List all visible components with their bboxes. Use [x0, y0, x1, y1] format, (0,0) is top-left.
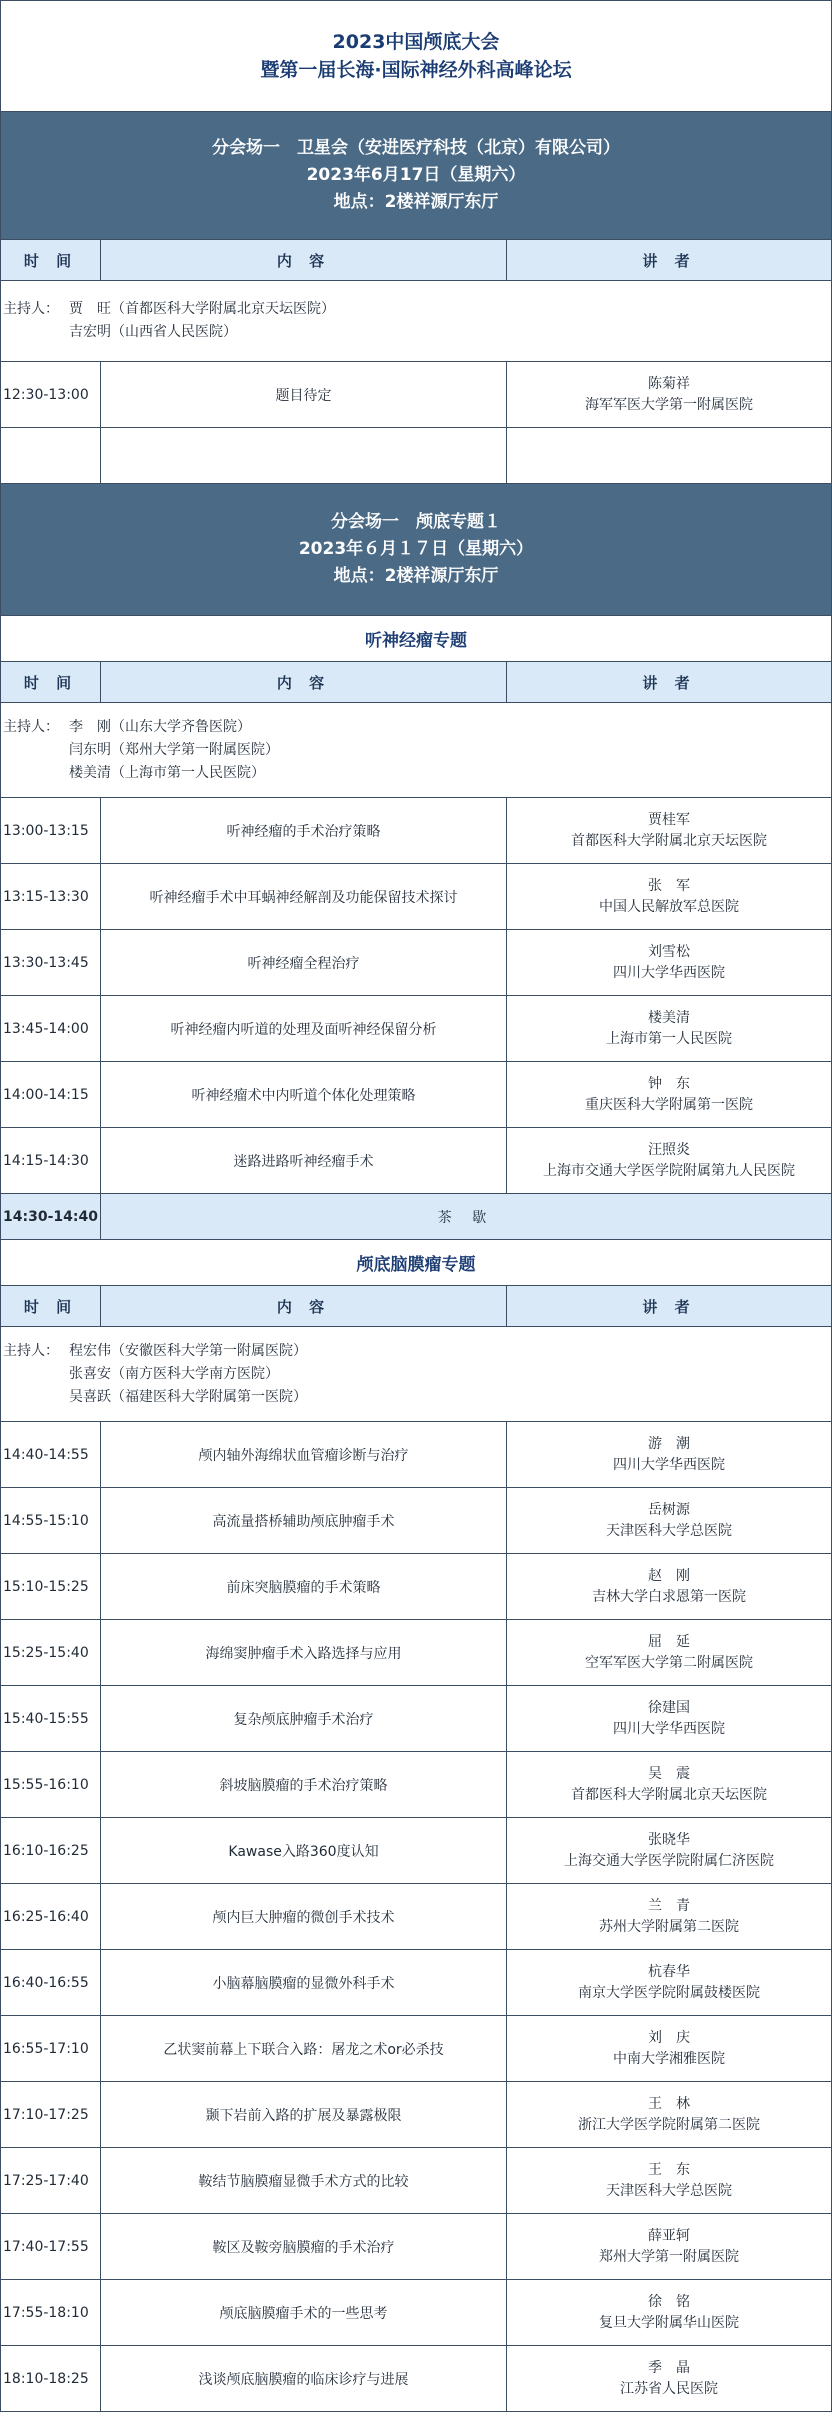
host-name: 李 刚（山东大学齐鲁医院）: [69, 718, 251, 735]
speaker-org: 江苏省人民医院: [620, 2380, 718, 2397]
talk-speaker: [507, 362, 831, 427]
table-row: [1, 798, 831, 864]
header-time: 时 间: [1, 662, 101, 702]
speaker-name: 钟 东: [648, 1075, 690, 1092]
talk-title: 海绵窦肿瘤手术入路选择与应用: [101, 1620, 507, 1685]
conference-title: [1, 0, 831, 112]
speaker-name: 吴 震: [648, 1765, 690, 1782]
speaker-name: 季 晶: [648, 2359, 690, 2376]
talk-title: 听神经瘤的手术治疗策略: [101, 798, 507, 863]
speaker-name: 贾桂军: [648, 811, 690, 828]
talk-speaker: [507, 1620, 831, 1685]
table-header: [1, 1286, 831, 1327]
header-time: 时 间: [1, 240, 101, 280]
table-row: [1, 864, 831, 930]
talk-speaker: [507, 2016, 831, 2081]
talk-time: 14:40-14:55: [1, 1422, 101, 1487]
talk-time: 17:55-18:10: [1, 2280, 101, 2345]
session2-venue: 地点：2楼祥源厅东厅: [333, 566, 499, 586]
header-content: 内 容: [101, 662, 507, 702]
speaker-name: 王 林: [648, 2095, 690, 2112]
speaker-org: 天津医科大学总医院: [606, 2182, 732, 2199]
talk-time: 13:30-13:45: [1, 930, 101, 995]
host-name: 楼美清（上海市第一人民医院）: [69, 764, 265, 781]
talk-title: 听神经瘤术中内听道个体化处理策略: [101, 1062, 507, 1127]
talk-time: 15:25-15:40: [1, 1620, 101, 1685]
talk-speaker: [507, 798, 831, 863]
speaker-org: 海军军医大学第一附属医院: [585, 396, 753, 413]
table-row: [1, 1488, 831, 1554]
talk-speaker: [507, 1752, 831, 1817]
talk-speaker: [507, 1488, 831, 1553]
speaker-org: 中国人民解放军总医院: [599, 898, 739, 915]
table-row: [1, 1062, 831, 1128]
talk-title: 听神经瘤全程治疗: [101, 930, 507, 995]
talk-speaker: [507, 1818, 831, 1883]
talk-title: 颅内轴外海绵状血管瘤诊断与治疗: [101, 1422, 507, 1487]
table-row: [1, 2346, 831, 2412]
talk-time: 15:55-16:10: [1, 1752, 101, 1817]
talk-time: 15:10-15:25: [1, 1554, 101, 1619]
session1-venue: 地点：2楼祥源厅东厅: [333, 192, 499, 212]
talk-speaker: [507, 1062, 831, 1127]
speaker-name: 刘雪松: [648, 943, 690, 960]
speaker-org: 上海交通大学医学院附属仁济医院: [564, 1852, 774, 1869]
speaker-org: 四川大学华西医院: [613, 1456, 725, 1473]
talk-time: 13:45-14:00: [1, 996, 101, 1061]
talk-time: 16:10-16:25: [1, 1818, 101, 1883]
talk-speaker: [507, 1128, 831, 1193]
talk-speaker: [507, 1950, 831, 2015]
talk-title: 小脑幕脑膜瘤的显微外科手术: [101, 1950, 507, 2015]
host-name: 张喜安（南方医科大学南方医院）: [69, 1365, 279, 1382]
header-speaker: 讲 者: [642, 251, 696, 270]
table-row: [1, 362, 831, 428]
talk-title: 迷路进路听神经瘤手术: [101, 1128, 507, 1193]
speaker-org: 首都医科大学附属北京天坛医院: [571, 1786, 767, 1803]
speaker-org: 浙江大学医学院附属第二医院: [578, 2116, 760, 2133]
speaker-name: 徐建国: [648, 1699, 690, 1716]
talk-time: 14:00-14:15: [1, 1062, 101, 1127]
talk-title: Kawase入路360度认知: [101, 1818, 507, 1883]
table-row: [1, 930, 831, 996]
topic1-hosts: [1, 703, 831, 798]
talk-speaker: [507, 864, 831, 929]
talk-time: 16:55-17:10: [1, 2016, 101, 2081]
host-label: 主持人：: [3, 718, 59, 735]
topic2-hosts: [1, 1327, 831, 1422]
talk-speaker: [507, 2280, 831, 2345]
header-speaker: 讲 者: [642, 673, 696, 692]
tea-break-row: [1, 1194, 831, 1240]
speaker-name: 王 东: [648, 2161, 690, 2178]
session1-banner: [1, 112, 831, 240]
talk-time: 16:25-16:40: [1, 1884, 101, 1949]
table-row: [1, 1950, 831, 2016]
speaker-org: 首都医科大学附属北京天坛医院: [571, 832, 767, 849]
speaker-name: 刘 庆: [648, 2029, 690, 2046]
talk-speaker: [507, 1554, 831, 1619]
talk-title: 颅内巨大肿瘤的微创手术技术: [101, 1884, 507, 1949]
header-speaker: 讲 者: [642, 1297, 696, 1316]
speaker-name: 楼美清: [648, 1009, 690, 1026]
host-name: 吴喜跃（福建医科大学附属第一医院）: [69, 1388, 307, 1405]
speaker-org: 吉林大学白求恩第一医院: [592, 1588, 746, 1605]
host-label: 主持人：: [3, 301, 59, 317]
table-row: [1, 2280, 831, 2346]
topic1-talk-list: [1, 798, 831, 1194]
talk-time: 13:15-13:30: [1, 864, 101, 929]
speaker-org: 郑州大学第一附属医院: [599, 2248, 739, 2265]
talk-time: 18:10-18:25: [1, 2346, 101, 2411]
talk-speaker: [507, 1686, 831, 1751]
topic-title: 颅底脑膜瘤专题: [1, 1240, 831, 1286]
speaker-name: 薛亚轲: [648, 2227, 690, 2244]
speaker-name: 兰 青: [648, 1897, 690, 1914]
session1-date: 2023年6月17日（星期六）: [306, 165, 526, 185]
speaker-org: 天津医科大学总医院: [606, 1522, 732, 1539]
speaker-org: 苏州大学附属第二医院: [599, 1918, 739, 1935]
speaker-name: 陈菊祥: [648, 375, 690, 392]
talk-time: 17:25-17:40: [1, 2148, 101, 2213]
talk-speaker: [507, 2214, 831, 2279]
header-content: 内 容: [101, 240, 507, 280]
table-row: [1, 1884, 831, 1950]
table-row: [1, 1620, 831, 1686]
speaker-name: 张 军: [648, 877, 690, 894]
session2-date: 2023年６月１７日（星期六）: [298, 539, 534, 559]
talk-title: 复杂颅底肿瘤手术治疗: [101, 1686, 507, 1751]
speaker-org: 四川大学华西医院: [613, 964, 725, 981]
speaker-org: 中南大学湘雅医院: [613, 2050, 725, 2067]
host-name: 贾 旺（首都医科大学附属北京天坛医院）: [69, 301, 335, 317]
table-header: [1, 240, 831, 281]
talk-title: 鞍结节脑膜瘤显微手术方式的比较: [101, 2148, 507, 2213]
talk-speaker: [507, 2148, 831, 2213]
talk-title: 斜坡脑膜瘤的手术治疗策略: [101, 1752, 507, 1817]
speaker-org: 重庆医科大学附属第一医院: [585, 1096, 753, 1113]
talk-time: 12:30-13:00: [1, 362, 101, 427]
table-row: [1, 2082, 831, 2148]
header-content: 内 容: [101, 1286, 507, 1326]
header-time: 时 间: [1, 1286, 101, 1326]
session1-hosts: [1, 281, 831, 362]
talk-title: 听神经瘤内听道的处理及面听神经保留分析: [101, 996, 507, 1061]
speaker-org: 南京大学医学院附属鼓楼医院: [578, 1984, 760, 2001]
talk-speaker: [507, 1884, 831, 1949]
talk-speaker: [507, 2082, 831, 2147]
talk-speaker: [507, 1422, 831, 1487]
speaker-name: 岳树源: [648, 1501, 690, 1518]
speaker-org: 复旦大学附属华山医院: [599, 2314, 739, 2331]
talk-title: 题目待定: [101, 362, 507, 427]
table-row: [1, 1554, 831, 1620]
talk-time: 13:00-13:15: [1, 798, 101, 863]
table-row: [1, 2016, 831, 2082]
speaker-name: 徐 铭: [648, 2293, 690, 2310]
table-header: [1, 662, 831, 703]
speaker-org: 上海市交通大学医学院附属第九人民医院: [543, 1162, 795, 1179]
talk-time: 16:40-16:55: [1, 1950, 101, 2015]
table-row: [1, 1752, 831, 1818]
table-row: [1, 2148, 831, 2214]
talk-title: 前床突脑膜瘤的手术策略: [101, 1554, 507, 1619]
talk-title: 颞下岩前入路的扩展及暴露极限: [101, 2082, 507, 2147]
speaker-org: 四川大学华西医院: [613, 1720, 725, 1737]
host-name: 程宏伟（安徽医科大学第一附属医院）: [69, 1342, 307, 1359]
table-row: [1, 1128, 831, 1194]
talk-title: 浅谈颅底脑膜瘤的临床诊疗与进展: [101, 2346, 507, 2411]
talk-speaker: [507, 2346, 831, 2411]
host-name: 吉宏明（山西省人民医院）: [69, 324, 237, 340]
table-row: [1, 1818, 831, 1884]
session2-name: 分会场一 颅底专题１: [331, 512, 501, 532]
speaker-name: 杭春华: [648, 1963, 690, 1980]
talk-time: 14:55-15:10: [1, 1488, 101, 1553]
table-row: [1, 996, 831, 1062]
speaker-name: 张晓华: [648, 1831, 690, 1848]
talk-speaker: [507, 930, 831, 995]
break-label: 茶 歇: [437, 1209, 495, 1226]
talk-speaker: [507, 996, 831, 1061]
host-label: 主持人：: [3, 1342, 59, 1359]
break-time: 14:30-14:40: [1, 1194, 101, 1239]
talk-title: 鞍区及鞍旁脑膜瘤的手术治疗: [101, 2214, 507, 2279]
table-row: [1, 1422, 831, 1488]
session1-name: 分会场一 卫星会（安进医疗科技（北京）有限公司）: [212, 138, 620, 158]
talk-title: 颅底脑膜瘤手术的一些思考: [101, 2280, 507, 2345]
talk-time: 17:10-17:25: [1, 2082, 101, 2147]
speaker-name: 屈 延: [648, 1633, 690, 1650]
topic-title: 听神经瘤专题: [1, 616, 831, 662]
empty-row: [1, 428, 831, 484]
talk-time: 14:15-14:30: [1, 1128, 101, 1193]
speaker-name: 游 潮: [648, 1435, 690, 1452]
speaker-name: 汪照炎: [648, 1141, 690, 1158]
table-row: [1, 2214, 831, 2280]
session2-banner: [1, 484, 831, 616]
speaker-org: 空军军医大学第二附属医院: [585, 1654, 753, 1671]
talk-title: 听神经瘤手术中耳蜗神经解剖及功能保留技术探讨: [101, 864, 507, 929]
host-name: 闫东明（郑州大学第一附属医院）: [69, 741, 279, 758]
talk-title: 乙状窦前幕上下联合入路：屠龙之术or必杀技: [101, 2016, 507, 2081]
talk-time: 17:40-17:55: [1, 2214, 101, 2279]
table-row: [1, 1686, 831, 1752]
title-line-2: 暨第一届长海·国际神经外科高峰论坛: [260, 59, 572, 81]
title-line-1: 2023中国颅底大会: [332, 31, 500, 53]
talk-time: 15:40-15:55: [1, 1686, 101, 1751]
speaker-name: 赵 刚: [648, 1567, 690, 1584]
talk-title: 高流量搭桥辅助颅底肿瘤手术: [101, 1488, 507, 1553]
speaker-org: 上海市第一人民医院: [606, 1030, 732, 1047]
topic2-talk-list: [1, 1422, 831, 2412]
